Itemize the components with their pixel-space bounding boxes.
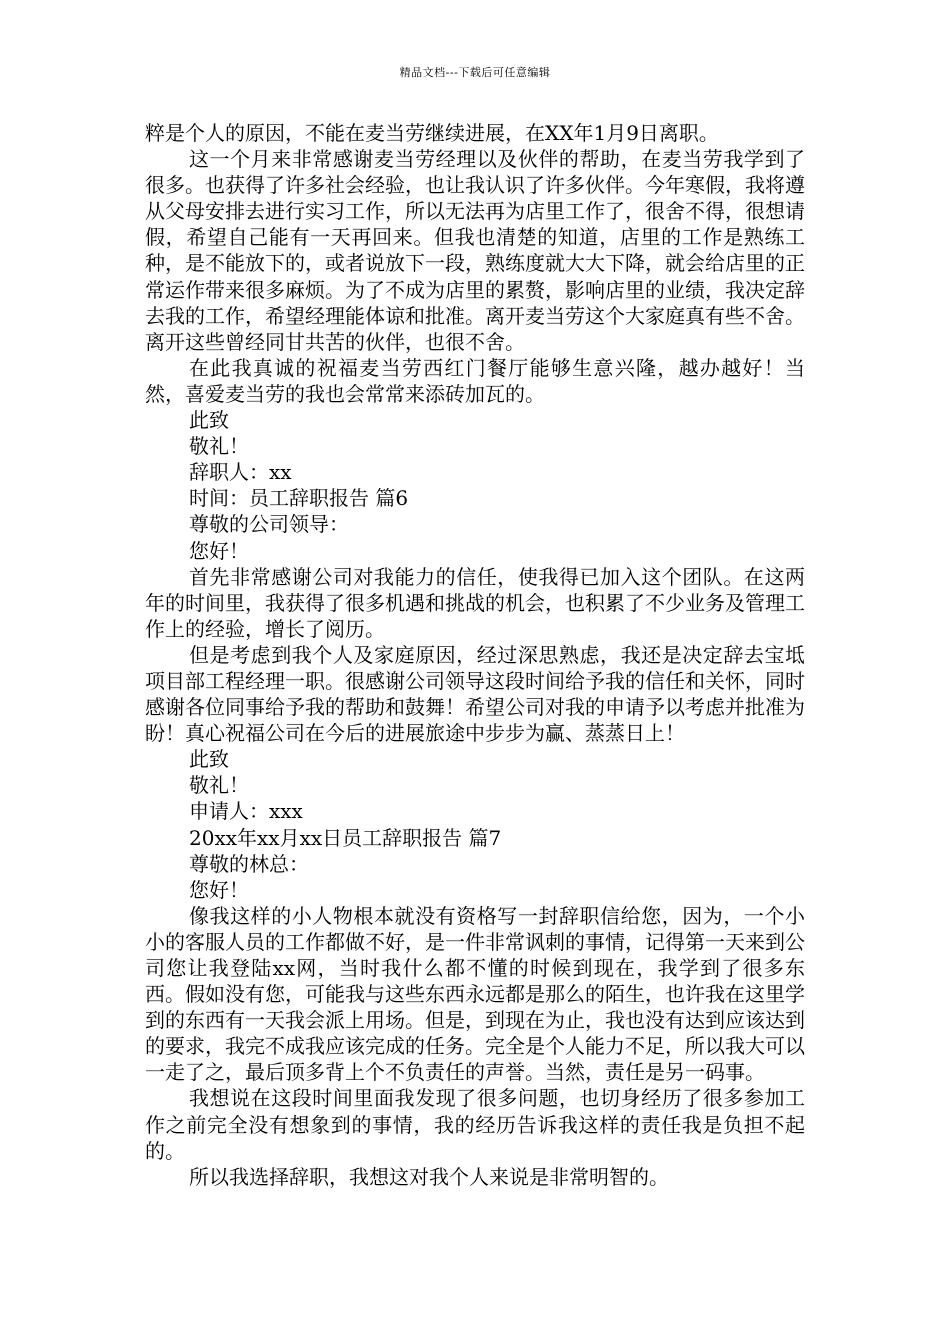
section-heading: 20xx年xx月xx日员工辞职报告 篇7 [189, 825, 502, 850]
page-header-note: 精品文档---下载后可任意编辑 [399, 66, 551, 79]
closing-salutation: 此致 [189, 747, 229, 772]
greeting: 您好！ [189, 538, 249, 563]
closing-regards: 敬礼！ [189, 434, 249, 459]
signature-line: 辞职人：xx [189, 460, 292, 485]
section-heading: 时间：员工辞职报告 篇6 [189, 486, 409, 511]
paragraph: 所以我选择辞职，我想这对我个人来说是非常明智的。 [189, 1164, 669, 1189]
paragraph: 但是考虑到我个人及家庭原因，经过深思熟虑，我还是决定辞去宝坻项目部工程经理一职。很感谢公司领导这段时间给予我的信任和关怀，同时感谢各位同事给予我的帮助和鼓舞！希望公司对我的申请予以考虑并批准为盼！真心祝福公司在今后的进展旅途中步步为赢、蒸蒸日上！ [145, 642, 805, 746]
paragraph: 粹是个人的原因，不能在麦当劳继续进展，在XX年1月9日离职。 [145, 121, 719, 145]
paragraph: 首先非常感谢公司对我能力的信任，使我得已加入这个团队。在这两年的时间里，我获得了很多机遇和挑战的机会，也积累了不少业务及管理工作上的经验，增长了阅历。 [145, 564, 805, 641]
greeting: 尊敬的公司领导： [189, 512, 349, 537]
paragraph: 像我这样的小人物根本就没有资格写一封辞职信给您，因为，一个小小的客服人员的工作都做不好，是一件非常讽刺的事情，记得第一天来到公司您让我登陆xx网，当时我什么都不懂的时候到现在，我学到了很多东西。假如没有您，可能我与这些东西永远都是那么的陌生，也许我在这里学到的东西有一天我会派上用场。但是，到现在为止，我也没有达到应该达到的要求，我完不成我应该完成的任务。完全是个人能力不足，所以我大可以一走了之，最后顶多背上个不负责任的声誉。当然，责任是另一码事。 [145, 903, 805, 1085]
closing-regards: 敬礼！ [189, 773, 249, 798]
greeting: 尊敬的林总： [189, 851, 309, 876]
closing-salutation: 此致 [189, 408, 229, 433]
paragraph: 在此我真诚的祝福麦当劳西红门餐厅能够生意兴隆，越办越好！当然，喜爱麦当劳的我也会常常来添砖加瓦的。 [145, 355, 805, 406]
paragraph: 我想说在这段时间里面我发现了很多问题，也切身经历了很多参加工作之前完全没有想象到的事情，我的经历告诉我这样的责任我是负担不起的。 [145, 1086, 805, 1163]
greeting: 您好！ [189, 877, 249, 902]
signature-line: 申请人：xxx [189, 799, 303, 824]
document-body [145, 120, 805, 1190]
paragraph: 这一个月来非常感谢麦当劳经理以及伙伴的帮助，在麦当劳我学到了很多。也获得了许多社会经验，也让我认识了许多伙伴。今年寒假，我将遵从父母安排去进行实习工作，所以无法再为店里工作了，很舍不得，很想请假，希望自己能有一天再回来。但我也清楚的知道，店里的工作是熟练工种，是不能放下的，或者说放下一段，熟练度就大大下降，就会给店里的正常运作带来很多麻烦。为了不成为店里的累赘，影响店里的业绩，我决定辞去我的工作，希望经理能体谅和批准。离开麦当劳这个大家庭真有些不舍。离开这些曾经同甘共苦的伙伴，也很不舍。 [145, 147, 805, 354]
